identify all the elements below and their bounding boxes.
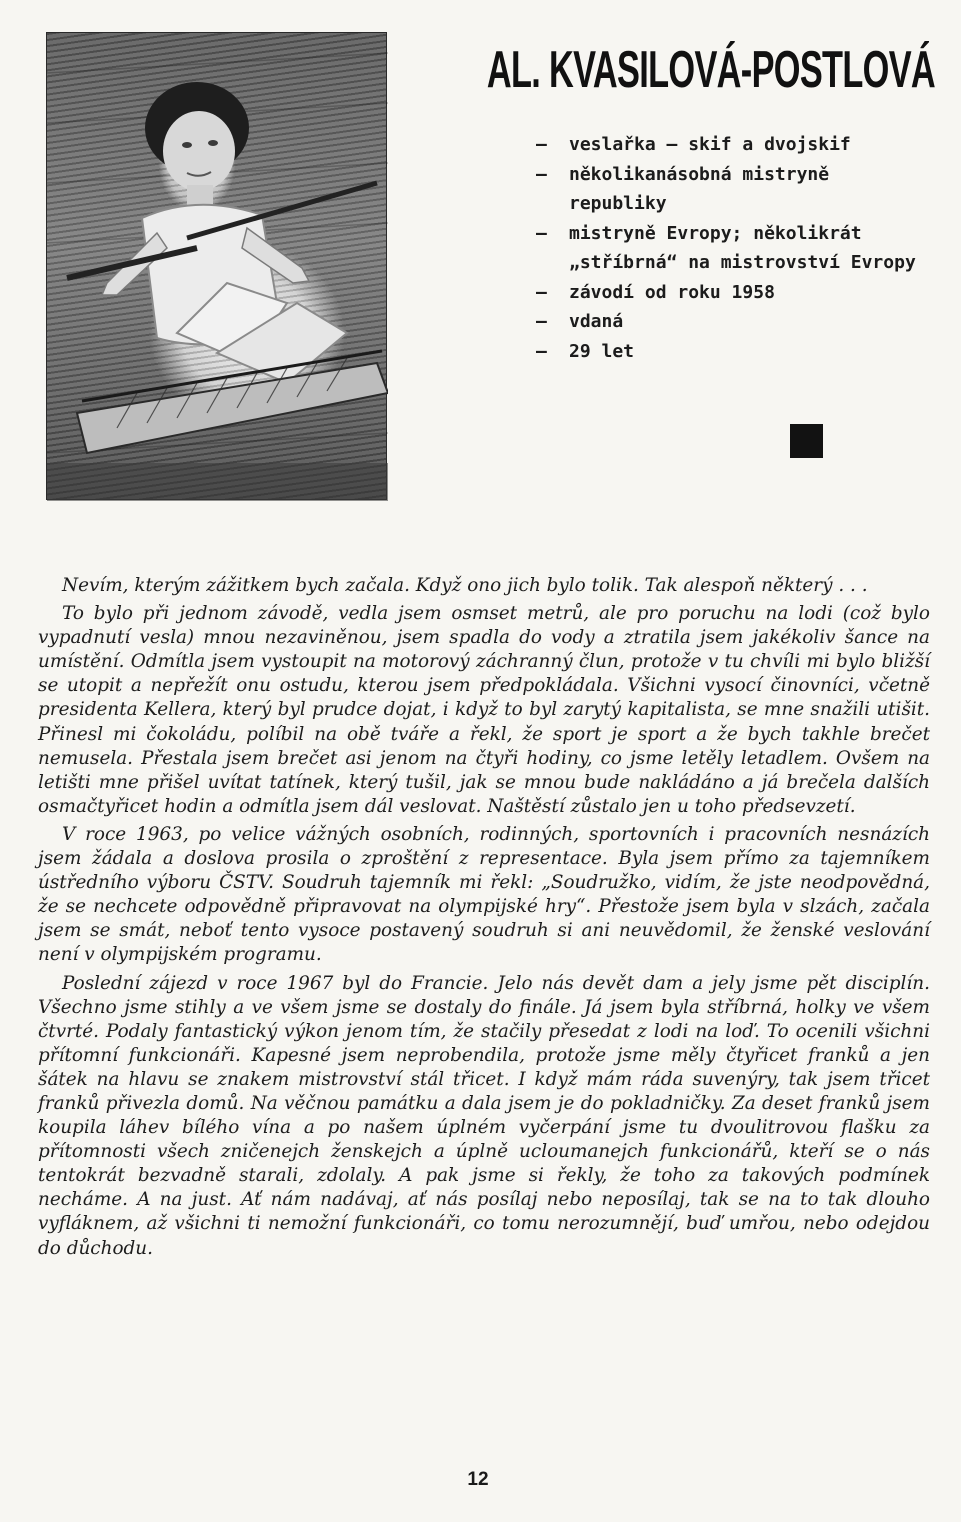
article-paragraph: V roce 1963, po velice vážných osobních, rodinných, sportovních i pracovních nesnázích jsem žádala a doslova prosila o zproštění z representace. Byla jsem přímo za tajemníkem ústředního výboru ČSTV. Soudruh tajemník mi řekl: „Soudružko, vidím, že jste neodpovědná, že se nechcete odpovědně připravovat na olympijské hry“. Přestože jsem byla v slzách, začala jsem se smát, neboť tento vysoce postavený soudruh si ani neuvědomil, že ženské veslování není v olympijském programu. (38, 823, 930, 966)
fact-dash: — (536, 222, 547, 244)
page-title: AL. KVASILOVÁ-POSTLOVÁ (486, 41, 935, 99)
fact-item (536, 219, 936, 278)
fact-item (536, 160, 936, 219)
article-paragraph: Nevím, kterým zážitkem bych začala. Když ono jich bylo tolik. Tak alespoň některý . . . (62, 575, 868, 596)
fact-text: vdaná (569, 311, 624, 332)
fact-item (536, 337, 936, 367)
rower-photo (46, 32, 387, 500)
fact-dash: — (536, 163, 547, 185)
page-number: 12 (467, 1469, 489, 1490)
athlete-facts-list (536, 130, 936, 366)
fact-text: mistryně Evropy; několikrát „stříbrná“ na mistrovství Evropy (569, 222, 916, 273)
fact-dash: — (536, 281, 547, 303)
article-body (38, 574, 930, 1265)
fact-dash: — (536, 340, 547, 362)
article-paragraph: Poslední zájezd v roce 1967 byl do Francie. Jelo nás devět dam a jely jsme pět disciplín. Všechno jsme stihly a ve všem jsme se dostaly do finále. Já jsem byla stříbrná, holky ve všem čtvrté. Podaly fantastický výkon jenom tím, že stačily přesedat z lodi na loď. To ocenili všichni přítomní funkcionáři. Kapesné jsem neprobendila, protože jsme měly čtyřicet franků a jen šátek na hlavu se znakem mistrovství stál třicet. I když mám ráda suvenýry, tak jsem třicet franků přivezla domů. Na věčnou památku a dala jsem je do pokladničky. Za deset franků jsem koupila láhev bílého vína a po našem úplném vyčerpání jsme tu dvoulitrovou flašku za přítomnosti všech zničenejch ženskejch a úplně ucloumanejch funkcionářů, kteří se o nás tentokrát bezvadně starali, zdolaly. A pak jsme si řekly, že toho za takových podmínek necháme. A na just. Ať nám nadávaj, ať nás posílaj nebo neposílaj, tak se na to tak dlouho vyfláknem, až všichni ti nemožní funkcionáři, co tomu nerozumnějí, buď umřou, nebo odejdou do důchodu. (38, 972, 930, 1259)
fact-dash: — (536, 311, 547, 332)
fact-text: závodí od roku 1958 (569, 281, 775, 303)
fact-item (536, 307, 936, 337)
article-paragraph: To bylo při jednom závodě, vedla jsem osmset metrů, ale pro poruchu na lodi (což bylo vypadnutí vesla) mnou nezaviněnou, jsem spadla do vody a ztratila jsem jakékoliv šance na umístění. Odmítla jsem vystoupit na motorový záchranný člun, protože v tu chvíli mi bylo bližší se utopit a nepřežít onu ostudu, kterou jsem předpokládala. Všichni vysocí činovníci, včetně presidenta Kellera, který byl prudce dojat, i když to byl zarytý kapitalista, se mne snažili utišit. Přinesl mi čokoládu, políbil na obě tváře a řekl, že sport je sport a že bych takhle brečet nemusela. Přestala jsem brečet asi jenom na čtyři hodiny, co jsme letěly letadlem. Ovšem na letišti mne přišel uvítat tatínek, který tušil, jak se mnou bude nakládáno a já brečela dalších osmačtyřicet hodin a odmítla jsem dál veslovat. Naštěstí zůstalo jen u toho předsevzetí. (38, 603, 930, 817)
fact-text: několikanásobná mistryně republiky (569, 163, 830, 214)
fact-dash: — (536, 134, 547, 155)
decorative-square (790, 424, 823, 458)
fact-text: 29 let (569, 340, 635, 362)
fact-item (536, 278, 936, 308)
fact-text: veslařka — skif a dvojskif (569, 134, 851, 155)
fact-item (536, 130, 936, 160)
rower-photo-illustration (47, 33, 388, 501)
